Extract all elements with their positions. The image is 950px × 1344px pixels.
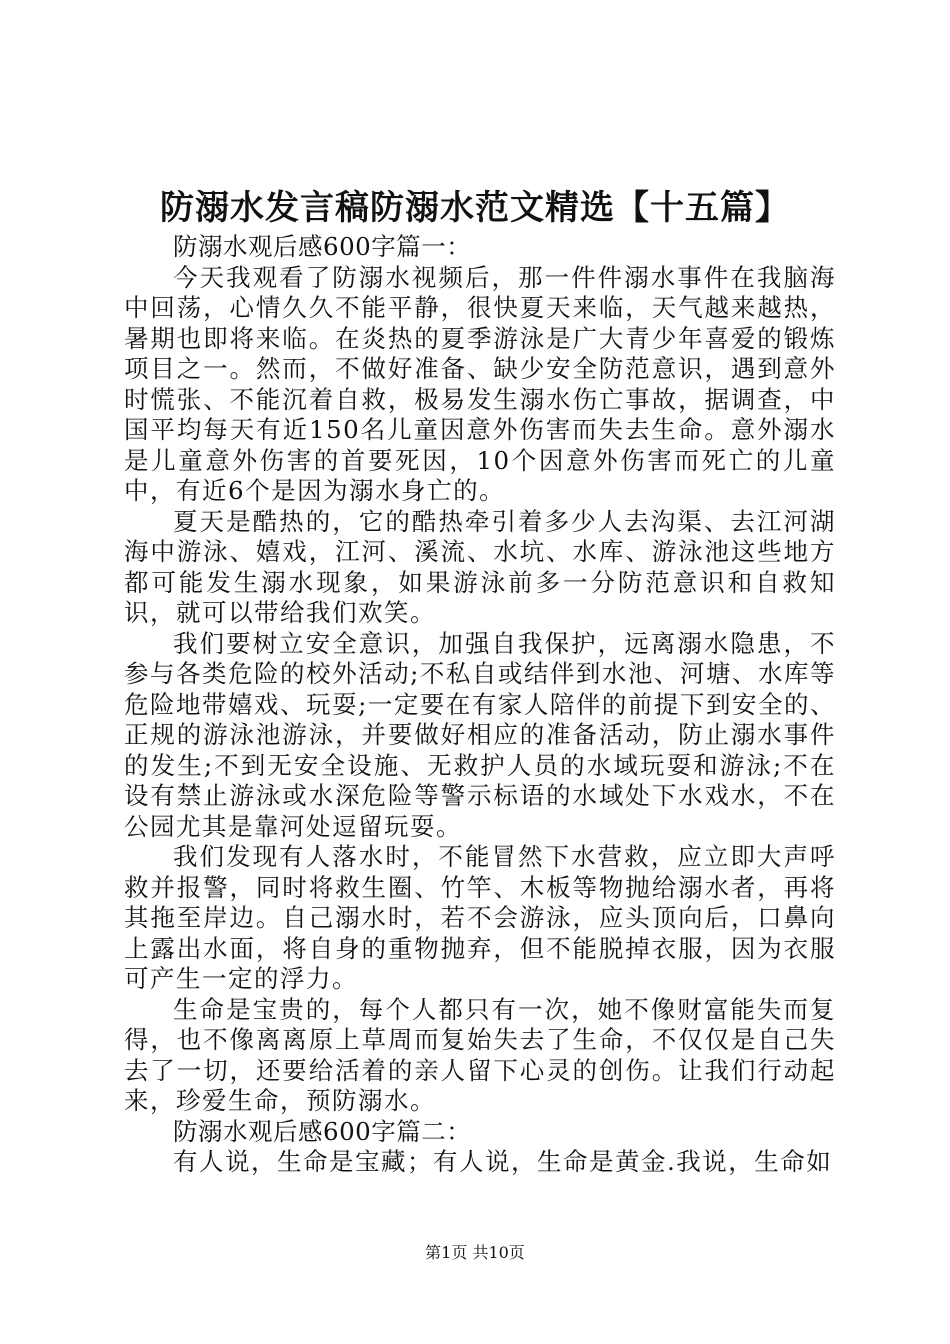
section-heading-1: 防溺水观后感600字篇一： (173, 232, 472, 261)
paragraph-1: 今天我观看了防溺水视频后，那一件件溺水事件在我脑海中回荡，心情久久不能平静，很快夏天来临，天气越来越热，暑期也即将来临。在炎热的夏季游泳是广大青少年喜爱的锻炼项目之一。然而，不做好准备、缺少安全防范意识，遇到意外时慌张、不能沉着自救，极易发生溺水伤亡事故，据调查，中国平均每天有近150名儿童因意外伤害而失去生命。意外溺水是儿童意外伤害的首要死因，10个因意外伤害而死亡的儿童中，有近6个是因为溺水身亡的。 (124, 262, 836, 505)
document-title: 防溺水发言稿防溺水范文精选【十五篇】 (160, 188, 790, 228)
paragraph-2: 夏天是酷热的，它的酷热牵引着多少人去沟渠、去江河湖海中游泳、嬉戏，江河、溪流、水坑、水库、游泳池这些地方都可能发生溺水现象，如果游泳前多一分防范意识和自救知识，就可以带给我们欢笑。 (124, 506, 836, 627)
page-footer: 第1页 共10页 (425, 1243, 525, 1262)
paragraph-4: 我们发现有人落水时，不能冒然下水营救，应立即大声呼救并报警，同时将救生圈、竹竿、木板等物抛给溺水者，再将其拖至岸边。自己溺水时，若不会游泳，应头顶向后，口鼻向上露出水面，将自身的重物抛弃，但不能脱掉衣服，因为衣服可产生一定的浮力。 (124, 842, 836, 993)
paragraph-6: 有人说，生命是宝藏；有人说，生命是黄金.我说，生命如 (173, 1147, 833, 1176)
paragraph-5: 生命是宝贵的，每个人都只有一次，她不像财富能失而复得，也不像离离原上草周而复始失去了生命，不仅仅是自己失去了一切，还要给活着的亲人留下心灵的创伤。让我们行动起来，珍爱生命，预防溺水。 (124, 994, 836, 1115)
paragraph-3: 我们要树立安全意识，加强自我保护，远离溺水隐患，不参与各类危险的校外活动;不私自或结伴到水池、河塘、水库等危险地带嬉戏、玩耍;一定要在有家人陪伴的前提下到安全的、正规的游泳池游泳，并要做好相应的准备活动，防止溺水事件的发生;不到无安全设施、无救护人员的水域玩耍和游泳;不在设有禁止游泳或水深危险等警示标语的水域处下水戏水，不在公园尤其是靠河处逗留玩耍。 (124, 628, 836, 841)
document-body (124, 232, 836, 1178)
section-heading-2: 防溺水观后感600字篇二： (173, 1116, 472, 1146)
